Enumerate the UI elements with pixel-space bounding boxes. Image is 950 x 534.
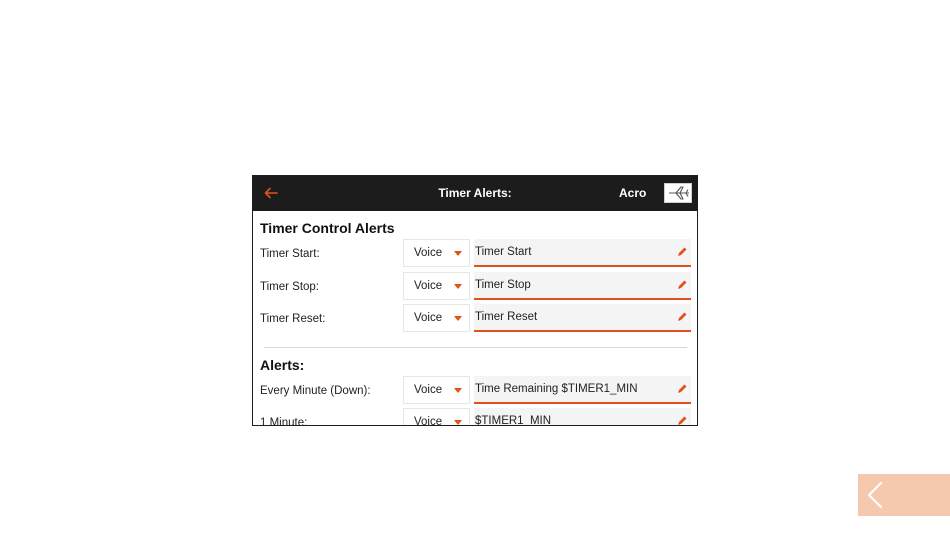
mode-dropdown[interactable] (403, 304, 470, 332)
dropdown-arrow-icon (454, 316, 462, 321)
mode-value: Voice (414, 280, 443, 292)
pencil-icon[interactable] (676, 246, 688, 258)
alert-row-every-minute (253, 376, 697, 408)
dropdown-arrow-icon (454, 420, 462, 425)
mode-dropdown[interactable] (403, 272, 470, 300)
model-type-button[interactable] (664, 183, 692, 203)
mode-dropdown[interactable] (403, 376, 470, 404)
alert-row-timer-start (253, 239, 697, 271)
alert-row-one-minute (253, 408, 697, 426)
row-label: 1 Minute: (260, 417, 308, 426)
airplane-icon (668, 186, 690, 200)
dropdown-arrow-icon (454, 388, 462, 393)
alert-row-timer-stop (253, 272, 697, 304)
pencil-icon[interactable] (676, 279, 688, 291)
chevron-left-icon (866, 481, 884, 509)
pencil-icon[interactable] (676, 311, 688, 323)
header-bar (253, 176, 697, 211)
mode-dropdown[interactable] (403, 408, 470, 426)
alert-text-field[interactable] (474, 239, 691, 267)
field-value: Timer Stop (475, 279, 531, 291)
pencil-icon[interactable] (676, 383, 688, 395)
row-label: Timer Reset: (260, 313, 326, 325)
field-value: $TIMER1_MIN (475, 415, 552, 426)
field-value: Timer Start (475, 246, 532, 258)
alert-text-field[interactable] (474, 304, 691, 332)
previous-page-button[interactable] (858, 474, 950, 516)
section-title-timer-control: Timer Control Alerts (260, 220, 395, 236)
alert-text-field[interactable] (474, 272, 691, 300)
transmitter-screen (252, 175, 698, 426)
field-value: Time Remaining $TIMER1_MIN (475, 383, 638, 395)
section-title-alerts: Alerts: (260, 357, 305, 373)
pencil-icon[interactable] (676, 415, 688, 426)
alert-row-timer-reset (253, 304, 697, 336)
alert-text-field[interactable] (474, 376, 691, 404)
section-divider (264, 347, 687, 348)
mode-value: Voice (414, 312, 443, 324)
row-label: Every Minute (Down): (260, 385, 371, 397)
field-value: Timer Reset (475, 311, 538, 323)
mode-value: Voice (414, 247, 443, 259)
row-label: Timer Stop: (260, 281, 320, 293)
page-title: Timer Alerts: (438, 186, 512, 200)
mode-value: Voice (414, 416, 443, 426)
dropdown-arrow-icon (454, 251, 462, 256)
mode-value: Voice (414, 384, 443, 396)
alert-text-field[interactable] (474, 408, 691, 426)
model-name: Acro (619, 186, 647, 200)
alerts-content (253, 211, 697, 425)
mode-dropdown[interactable] (403, 239, 470, 267)
dropdown-arrow-icon (454, 284, 462, 289)
row-label: Timer Start: (260, 248, 320, 260)
